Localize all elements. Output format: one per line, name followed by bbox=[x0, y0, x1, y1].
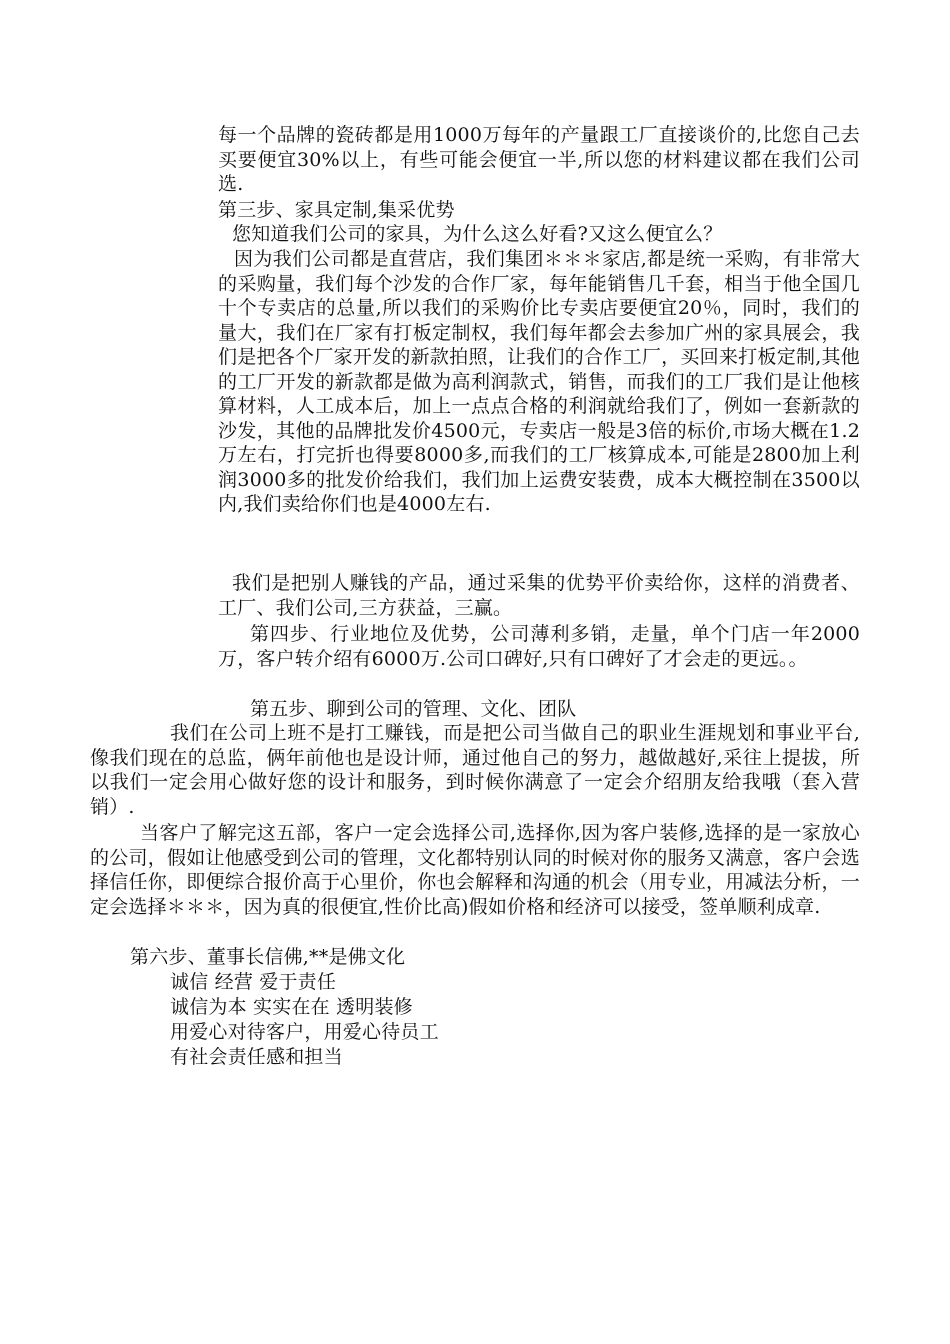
motto-line: 有社会责任感和担当 bbox=[170, 1046, 343, 1068]
step6-heading: 第六步、董事长信佛,**是佛文化 bbox=[130, 946, 406, 968]
step3-question: 您知道我们公司的家具，为什么这么好看?又这么便宜么？ bbox=[232, 223, 723, 245]
step3-heading: 第三步、家具定制,集采优势 bbox=[218, 199, 455, 221]
step3-summary-paragraph: 我们是把别人赚钱的产品，通过采集的优势平价卖给你，这样的消费者、工厂、我们公司,三方获益，三赢。 bbox=[218, 572, 860, 619]
motto-line: 诚信 经营 爱于责任 bbox=[170, 971, 337, 993]
conclusion-paragraph: 当客户了解完这五部，客户一定会选择公司,选择你,因为客户装修,选择的是一家放心的公司，假如让他感受到公司的管理，文化都特别认同的时候对你的服务又满意，客户会选择信任你，即便综合报价高于心里价，你也会解释和沟通的机会（用专业，用减法分析，一定会选择＊＊＊，因为真的很便宜,性价比高)假如价格和经济可以接受，签单顺利成章. bbox=[90, 822, 860, 918]
step3-answer-paragraph: 因为我们公司都是直营店，我们集团＊＊＊家店,都是统一采购，有非常大的采购量，我们每个沙发的合作厂家，每年能销售几千套，相当于他全国几十个专卖店的总量,所以我们的采购价比专卖店要便宜20％，同时，我们的量大，我们在厂家有打板定制权，我们每年都会去参加广州的家具展会，我们是把各个厂家开发的新款拍照，让我们的合作工厂，买回来打板定制,其他的工厂开发的新款都是做为高利润款式，销售，而我们的工厂我们是让他核算材料，人工成本后，加上一点点合格的利润就给我们了，例如一套新款的沙发，其他的品牌批发价4500元，专卖店一般是3倍的标价,市场大概在1.2万左右，打完折也得要8000多,而我们的工厂核算成本,可能是2800加上利润3000多的批发价给我们，我们加上运费安装费，成本大概控制在3500以内,我们卖给你们也是4000左右. bbox=[218, 248, 860, 515]
motto-line: 用爱心对待客户，用爱心待员工 bbox=[170, 1021, 439, 1043]
step5-paragraph: 我们在公司上班不是打工赚钱，而是把公司当做自己的职业生涯规划和事业平台,像我们现在的总监，俩年前他也是设计师，通过他自己的努力，越做越好,采往上提拔，所以我们一定会用心做好您的设计和服务，到时候你满意了一定会介绍朋友给我哦（套入营销）. bbox=[90, 722, 860, 818]
step4-paragraph: 第四步、行业地位及优势，公司薄利多销，走量，单个门店一年2000万，客户转介绍有6000万.公司口碑好,只有口碑好了才会走的更远。。 bbox=[218, 623, 860, 670]
paragraph-materials: 每一个品牌的瓷砖都是用1000万每年的产量跟工厂直接谈价的,比您自己去买要便宜30%以上，有些可能会便宜一半,所以您的材料建议都在我们公司选. bbox=[218, 124, 860, 195]
motto-line: 诚信为本 实实在在 透明装修 bbox=[170, 996, 413, 1018]
step5-heading: 第五步、聊到公司的管理、文化、团队 bbox=[250, 698, 577, 720]
